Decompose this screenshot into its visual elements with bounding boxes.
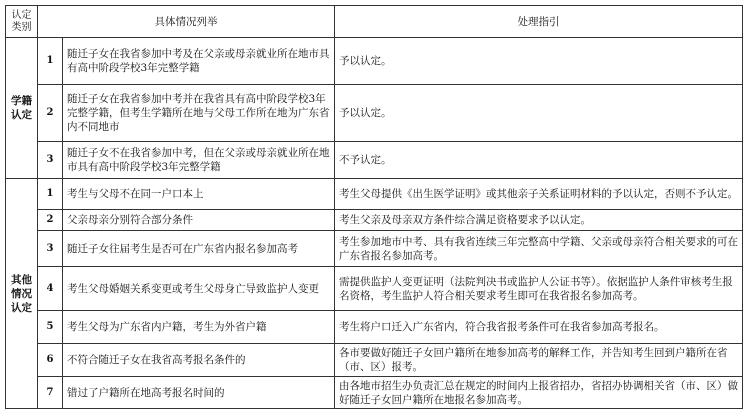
row-number: 1 [38, 179, 63, 210]
row-number: 6 [38, 344, 63, 377]
guidance-cell: 予以认定。 [335, 85, 743, 142]
guidance-cell: 考生父亲及母亲双方条件综合满足资格要求予以认定。 [335, 210, 743, 231]
header-guidance: 处理指引 [335, 6, 743, 38]
guidance-cell: 由各地市招生办负责汇总在规定的时间内上报省招办，省招办协调相关省（市、区）做好随迁子女回户籍所在地报名参加高考。 [335, 377, 743, 409]
guidance-cell: 需提供监护人变更证明（法院判决书或监护人公证书等）。依据监护人条件审核考生报名资格，考生监护人符合相关要求考生即可在我省报名参加高考。 [335, 267, 743, 311]
situation-cell: 随迁子女往届考生是否可在广东省内报名参加高考 [63, 231, 335, 267]
guidance-cell: 考生将户口迁入广东省内，符合我省报考条件可在我省参加高考报名。 [335, 311, 743, 344]
guidance-cell: 考生参加地市中考、具有我省连续三年完整高中学籍、父亲或母亲符合相关要求的可在广东省报名参加高考。 [335, 231, 743, 267]
row-number: 2 [38, 85, 63, 142]
situation-cell: 不符合随迁子女在我省高考报名条件的 [63, 344, 335, 377]
situation-cell: 考生与父母不在同一户口本上 [63, 179, 335, 210]
table-row [6, 267, 743, 311]
row-number: 2 [38, 210, 63, 231]
row-number: 3 [38, 231, 63, 267]
category-cell-other [6, 179, 38, 409]
policy-table [5, 5, 743, 409]
table-row [6, 38, 743, 85]
situation-cell: 随迁子女不在我省参加中考，但在父亲或母亲就业所在地市具有高中阶段学校3年完整学籍 [63, 142, 335, 179]
category-cell-enrollment [6, 38, 38, 179]
situation-cell: 随迁子女在我省参加中考及在父亲或母亲就业所在地市具有高中阶段学校3年完整学籍 [63, 38, 335, 85]
situation-cell: 错过了户籍所在地高考报名时间的 [63, 377, 335, 409]
situation-cell: 考生父母婚姻关系变更或考生父母身亡导致监护人变更 [63, 267, 335, 311]
category-label: 学籍认定 [11, 95, 32, 121]
table-row [6, 85, 743, 142]
situation-cell: 随迁子女在我省参加中考并在我省具有高中阶段学校3年完整学籍，但考生学籍所在地与父母工作所在地为广东省内不同地市 [63, 85, 335, 142]
table-row [6, 210, 743, 231]
row-number: 4 [38, 267, 63, 311]
policy-table-container [5, 5, 742, 408]
table-row [6, 179, 743, 210]
table-row [6, 344, 743, 377]
table-row [6, 142, 743, 179]
guidance-cell: 予以认定。 [335, 38, 743, 85]
situation-cell: 考生父母为广东省内户籍，考生为外省户籍 [63, 311, 335, 344]
header-situation: 具体情况列举 [38, 6, 335, 38]
row-number: 3 [38, 142, 63, 179]
table-row [6, 311, 743, 344]
category-label: 其他情况认定 [11, 273, 32, 314]
table-row [6, 231, 743, 267]
guidance-cell: 考生父母提供《出生医学证明》或其他亲子关系证明材料的予以认定，否则不予认定。 [335, 179, 743, 210]
table-row [6, 377, 743, 409]
row-number: 5 [38, 311, 63, 344]
guidance-cell: 不予认定。 [335, 142, 743, 179]
situation-cell: 父亲母亲分别符合部分条件 [63, 210, 335, 231]
guidance-cell: 各市要做好随迁子女回户籍所在地参加高考的解释工作，并告知考生回到户籍所在省（市、区）报考。 [335, 344, 743, 377]
table-header-row [6, 6, 743, 38]
header-category-text: 认定类别 [11, 9, 32, 33]
header-category [6, 6, 38, 38]
row-number: 1 [38, 38, 63, 85]
row-number: 7 [38, 377, 63, 409]
